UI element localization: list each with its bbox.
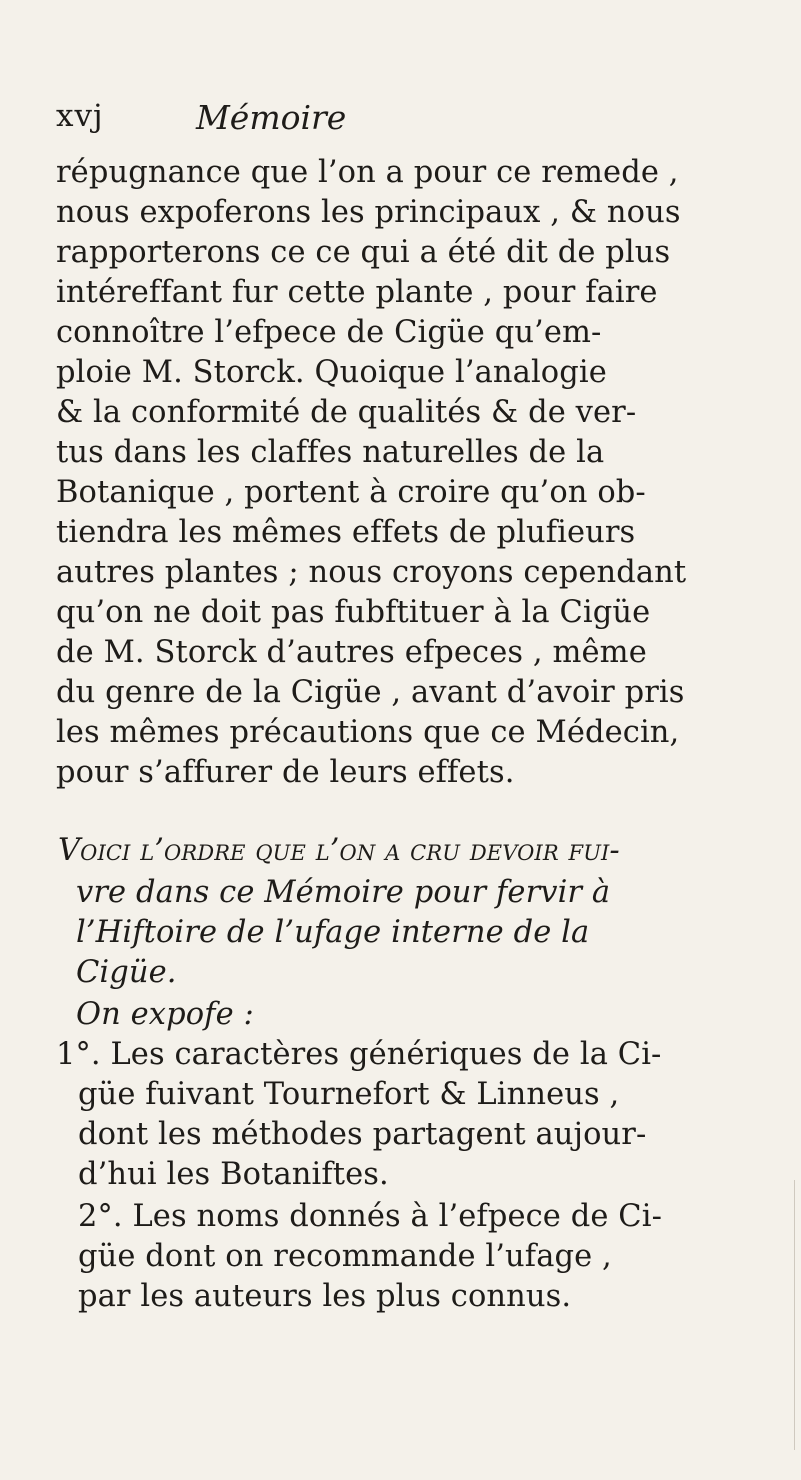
folio-number: xvj: [56, 98, 104, 134]
paragraph-1-line-12: qu’on ne doit pas fubftituer à la Cigüe: [56, 595, 651, 630]
list-item-2-line-3: par les auteurs les plus connus.: [78, 1279, 572, 1314]
list-item-2-line-2: güe dont on recommande l’ufage ,: [78, 1239, 612, 1274]
paragraph-2-line-1: [58, 832, 620, 870]
page-header: [56, 88, 756, 144]
running-title: Mémoire: [196, 98, 347, 137]
paragraph-1-line-7: & la conformité de qualités & de ver-: [56, 395, 637, 430]
paragraph-1-line-4: intéreffant fur cette plante , pour faire: [56, 275, 658, 310]
list-item-2-line-1: [78, 1198, 662, 1236]
list-item-1-text-line-1: Les caractères génériques de la Ci-: [110, 1037, 662, 1072]
paragraph-2-line-2: vre dans ce Mémoire pour fervir à: [76, 875, 611, 910]
paragraph-1-line-2: nous expoferons les principaux , & nous: [56, 195, 681, 230]
expose-label: On expofe :: [76, 997, 254, 1032]
paragraph-1-line-6: ploie M. Storck. Quoique l’analogie: [56, 355, 607, 390]
list-item-1-line-3: dont les méthodes partagent aujour-: [78, 1117, 647, 1152]
list-item-1-line-1: [56, 1036, 661, 1074]
paragraph-1-line-1: répugnance que l’on a pour ce remede ,: [56, 155, 679, 190]
paragraph-2-line-3: l’Hiftoire de l’ufage interne de la: [76, 915, 590, 950]
paragraph-2-line-1-text: oici l’ordre que l’on a cru devoir fui-: [80, 833, 620, 868]
paragraph-1-line-15: les mêmes précautions que ce Médecin,: [56, 715, 680, 750]
list-item-2-number: 2°.: [78, 1199, 123, 1234]
paragraph-1-line-8: tus dans les claffes naturelles de la: [56, 435, 605, 470]
list-item-1-number: 1°.: [56, 1037, 101, 1072]
paragraph-1-line-16: pour s’affurer de leurs effets.: [56, 755, 515, 790]
paragraph-1-line-3: rapporterons ce ce qui a été dit de plus: [56, 235, 671, 270]
dropcap-letter: V: [58, 833, 81, 868]
list-item-1-line-4: d’hui les Botaniftes.: [78, 1157, 389, 1192]
list-item-1-line-2: güe fuivant Tournefort & Linneus ,: [78, 1077, 620, 1112]
list-item-2-text-line-1: Les noms donnés à l’efpece de Ci-: [132, 1199, 662, 1234]
paragraph-2-line-4: Cigüe.: [76, 955, 177, 990]
page-edge-line: [794, 1180, 795, 1450]
paragraph-1-line-11: autres plantes ; nous croyons cependant: [56, 555, 687, 590]
paragraph-1-line-14: du genre de la Cigüe , avant d’avoir pris: [56, 675, 685, 710]
paragraph-1-line-5: connoître l’efpece de Cigüe qu’em-: [56, 315, 602, 350]
paragraph-1-line-13: de M. Storck d’autres efpeces , même: [56, 635, 647, 670]
paragraph-1-line-9: Botanique , portent à croire qu’on ob-: [56, 475, 646, 510]
paragraph-1-line-10: tiendra les mêmes effets de plufieurs: [56, 515, 636, 550]
